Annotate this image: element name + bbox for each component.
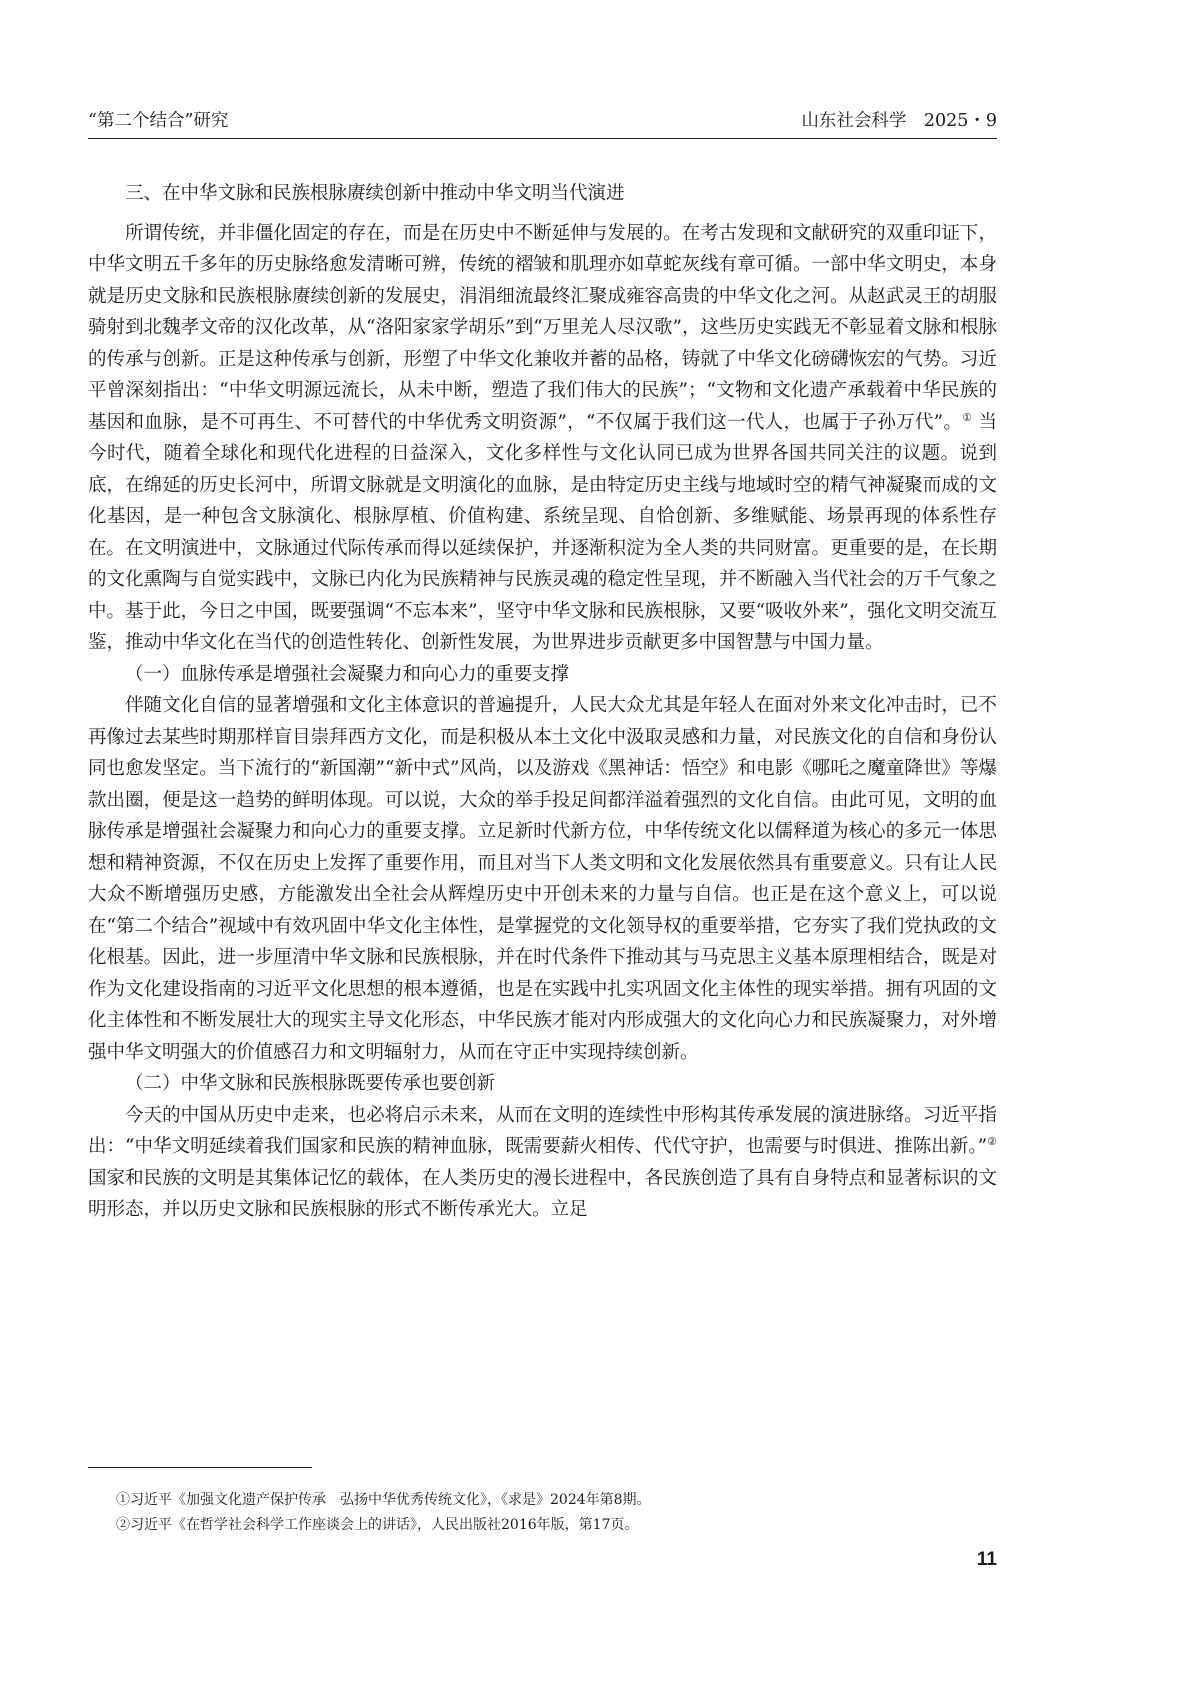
running-header xyxy=(88,104,997,139)
paragraph-1-text-a: 所谓传统，并非僵化固定的存在，而是在历史中不断延伸与发展的。在考古发现和文献研究的双重印证下，中华文明五千多年的历史脉络愈发清晰可辨，传统的褶皱和肌理亦如草蛇灰线有章可循。一部中华文明史，本身就是历史文脉和民族根脉赓续创新的发展史，涓涓细流最终汇聚成雍容高贵的中华文化之河。从赵武灵王的胡服骑射到北魏孝文帝的汉化改革，从“洛阳家家学胡乐”到“万里羌人尽汉歌”，这些历史实践无不彰显着文脉和根脉的传承与创新。正是这种传承与创新，形塑了中华文化兼收并蓄的品格，铸就了中华文化磅礴恢宏的气势。习近平曾深刻指出：“中华文明源远流长，从未中断，塑造了我们伟大的民族”；“文物和文化遗产承载着中华民族的基因和血脉，是不可再生、不可替代的中华优秀文明资源”，“不仅属于我们这一代人，也属于子孙万代”。 xyxy=(88,222,997,433)
header-journal-issue: 山东社会科学 2025・9 xyxy=(801,111,997,131)
paragraph-1 xyxy=(88,218,997,659)
page-number: 11 xyxy=(976,1549,997,1570)
footnote-ref-2[interactable]: ② xyxy=(987,1134,997,1148)
footnotes xyxy=(88,1488,997,1538)
paragraph-3-text-b: 国家和民族的文明是其集体记忆的载体，在人类历史的漫长进程中，各民族创造了具有自身特点和显著标识的文明形态，并以历史文脉和民族根脉的形式不断传承光大。立足 xyxy=(88,1167,997,1220)
paragraph-3 xyxy=(88,1100,997,1226)
footnote-divider xyxy=(88,1467,312,1468)
subsection-title-2: （二）中华文脉和民族根脉既要传承也要创新 xyxy=(125,1073,496,1094)
paragraph-3-text-a: 今天的中国从历史中走来，也必将启示未来，从而在文明的连续性中形构其传承发展的演进脉络。习近平指出：“中华文明延续着我们国家和民族的精神血脉，既需要薪火相传、代代守护，也需要与时俱进、推陈出新。” xyxy=(88,1104,997,1157)
subsection-title-1: （一）血脉传承是增强社会凝聚力和向心力的重要支撑 xyxy=(125,663,570,685)
footnote-1: ①习近平《加强文化遗产保护传承 弘扬中华优秀传统文化》，《求是》2024年第8期。 xyxy=(116,1492,651,1508)
section-title: 三、在中华文脉和民族根脉赓续创新中推动中华文明当代演进 xyxy=(125,183,625,204)
footnote-ref-1[interactable]: ① xyxy=(962,410,973,424)
footnote-2: ②习近平《在哲学社会科学工作座谈会上的讲话》，人民出版社2016年版，第17页。 xyxy=(116,1517,639,1533)
paragraph-1-text-b: 当今时代，随着全球化和现代化进程的日益深入，文化多样性与文化认同已成为世界各国共同关注的议题。说到底，在绵延的历史长河中，所谓文脉就是文明演化的血脉，是由特定历史主线与地域时空的精气神凝聚而成的文化基因，是一种包含文脉演化、根脉厚植、价值构建、系统呈现、自恰创新、多维赋能、场景再现的体系性存在。在文明演进中，文脉通过代际传承而得以延续保护，并逐渐积淀为全人类的共同财富。更重要的是，在长期的文化熏陶与自觉实践中，文脉已内化为民族精神与民族灵魂的稳定性呈现，并不断融入当代社会的万千气象之中。基于此，今日之中国，既要强调“不忘本来”，坚守中华文脉和民族根脉，又要“吸收外来”，强化文明交流互鉴，推动中华文化在当代的创造性转化、创新性发展，为世界进步贡献更多中国智慧与中国力量。 xyxy=(88,411,997,653)
article-body xyxy=(88,178,997,1226)
header-column-title: “第二个结合”研究 xyxy=(88,111,229,131)
paragraph-2: 伴随文化自信的显著增强和文化主体意识的普遍提升，人民大众尤其是年轻人在面对外来文化冲击时，已不再像过去某些时期那样盲目崇拜西方文化，而是积极从本土文化中汲取灵感和力量，对民族文化的自信和身份认同也愈发坚定。当下流行的“新国潮”“新中式”风尚，以及游戏《黑神话：悟空》和电影《哪吒之魔童降世》等爆款出圈，便是这一趋势的鲜明体现。可以说，大众的举手投足间都洋溢着强烈的文化自信。由此可见，文明的血脉传承是增强社会凝聚力和向心力的重要支撑。立足新时代新方位，中华传统文化以儒释道为核心的多元一体思想和精神资源，不仅在历史上发挥了重要作用，而且对当下人类文明和文化发展依然具有重要意义。只有让人民大众不断增强历史感，方能激发出全社会从辉煌历史中开创未来的力量与自信。也正是在这个意义上，可以说在“第二个结合”视域中有效巩固中华文化主体性，是掌握党的文化领导权的重要举措，它夯实了我们党执政的文化根基。因此，进一步厘清中华文脉和民族根脉，并在时代条件下推动其与马克思主义基本原理相结合，既是对作为文化建设指南的习近平文化思想的根本遵循，也是在实践中扎实巩固文化主体性的现实举措。拥有巩固的文化主体性和不断发展壮大的现实主导文化形态，中华民族才能对内形成强大的文化向心力和民族凝聚力，对外增强中华文明强大的价值感召力和文明辐射力，从而在守正中实现持续创新。 xyxy=(88,695,997,1063)
